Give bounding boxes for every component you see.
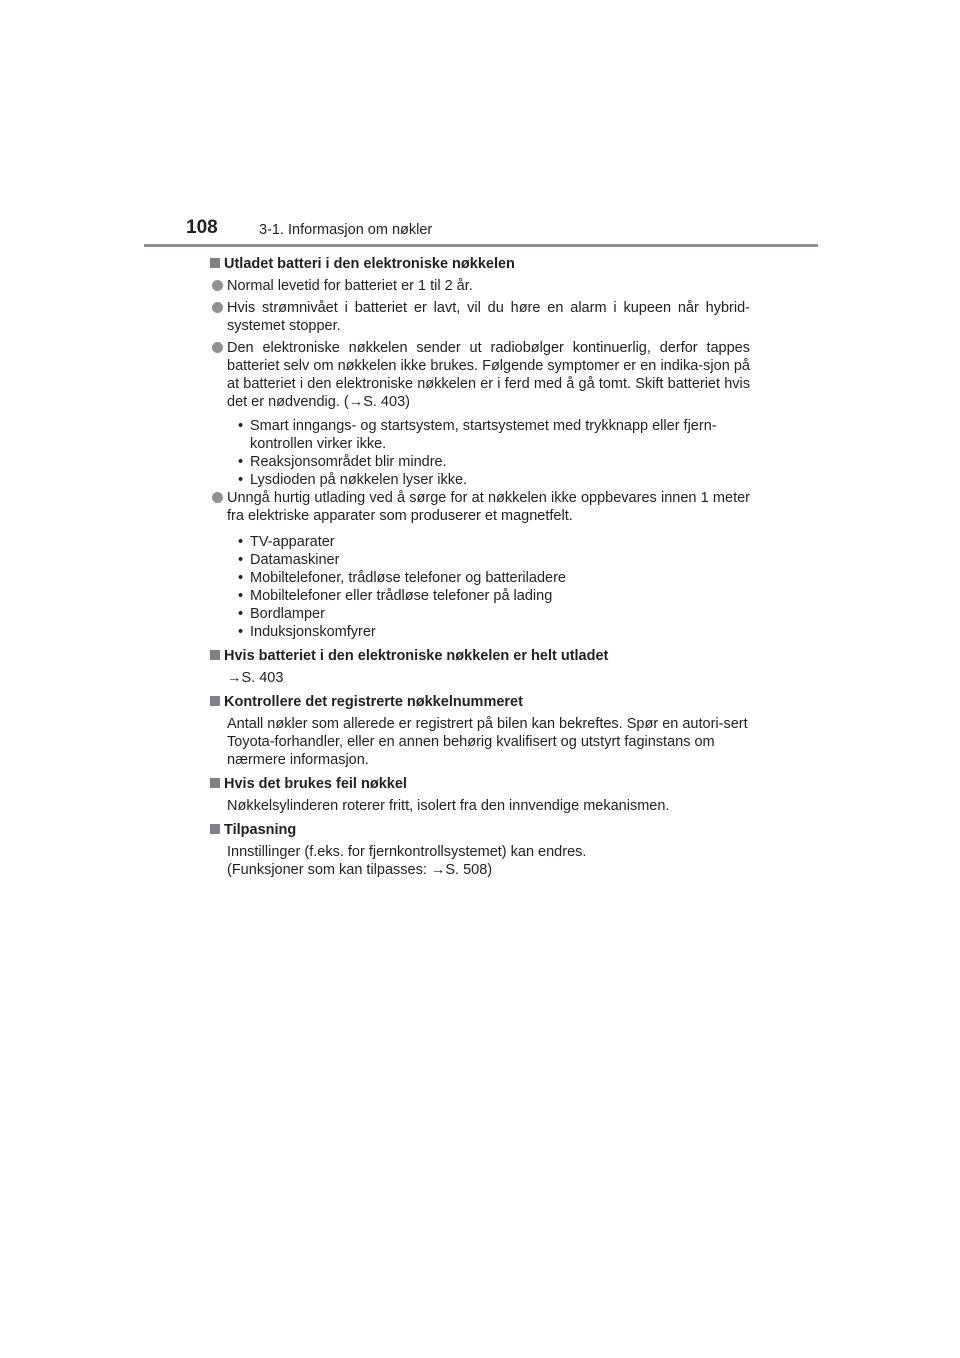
list-item: Den elektroniske nøkkelen sender ut radiobølger kontinuerlig, derfor tappes batteriet selv om nøkkelen ikke brukes. Følgende symptomer er en indika-sjon på at batteriet i den elektroniske nøkkelen er i ferd med å gå tomt. Skift batteriet hvis det er nødvendig. (→S. 403) [210,339,750,411]
sub-list-item: • Reaksjonsområdet blir mindre. [238,454,447,470]
circle-bullet-icon [212,342,223,353]
section-text [210,843,750,879]
section-heading: Hvis det brukes feil nøkkel [210,775,750,793]
section-heading: Tilpasning [210,821,750,839]
sub-list-item: • Datamaskiner [238,552,340,568]
sub-list-item: • Lysdioden på nøkkelen lyser ikke. [238,472,468,488]
section-text-line: (Funksjoner som kan tilpasses: →S. 508) [227,862,493,878]
section-heading: Kontrollere det registrerte nøkkelnummeret [210,693,750,711]
section-heading: Utladet batteri i den elektroniske nøkkelen [210,255,750,273]
page-content [210,253,750,879]
square-bullet-icon [210,778,220,788]
list-item: Normal levetid for batteriet er 1 til 2 år. [210,277,750,295]
appliance-list [210,533,750,641]
sub-list-item: • Mobiltelefoner eller trådløse telefoner på lading [238,588,553,604]
list-item: Unngå hurtig utlading ved å sørge for at nøkkelen ikke oppbevares innen 1 meter fra elektriske apparater som produserer et magnetfelt. [210,489,750,525]
square-bullet-icon [210,258,220,268]
section-text: Nøkkelsylinderen roterer fritt, isolert fra den innvendige mekanismen. [227,798,670,814]
sub-list-item: • TV-apparater [238,534,335,550]
section-heading: Hvis batteriet i den elektroniske nøkkelen er helt utladet [210,647,750,665]
sub-list-item: • Mobiltelefoner, trådløse telefoner og batteriladere [238,570,566,586]
symptom-list [210,417,750,489]
list-item: Hvis strømnivået i batteriet er lavt, vil du høre en alarm i kupeen når hybrid-systemet stopper. [210,299,750,335]
square-bullet-icon [210,824,220,834]
circle-bullet-icon [212,302,223,313]
sub-list-item: • Smart inngangs- og startsystem, startsystemet med trykknapp eller fjern-kontrollen virker ikke. [238,418,717,452]
square-bullet-icon [210,650,220,660]
section-title: 3-1. Informasjon om nøkler [259,222,433,238]
square-bullet-icon [210,696,220,706]
circle-bullet-icon [212,492,223,503]
section-text: Antall nøkler som allerede er registrert på bilen kan bekreftes. Spør en autori-sert Toyota-forhandler, eller en annen behørig kvalifisert og utstyrt faginstans om nærmere informasjon. [227,716,748,768]
sub-list-item: • Induksjonskomfyrer [238,624,376,640]
sub-list-item: • Bordlamper [238,606,325,622]
header-rule [144,244,818,247]
circle-bullet-icon [212,280,223,291]
page-number: 108 [186,217,218,238]
section-text-line: Innstillinger (f.eks. for fjernkontrollsystemet) kan endres. [227,844,587,860]
section-text: →S. 403 [227,670,284,686]
